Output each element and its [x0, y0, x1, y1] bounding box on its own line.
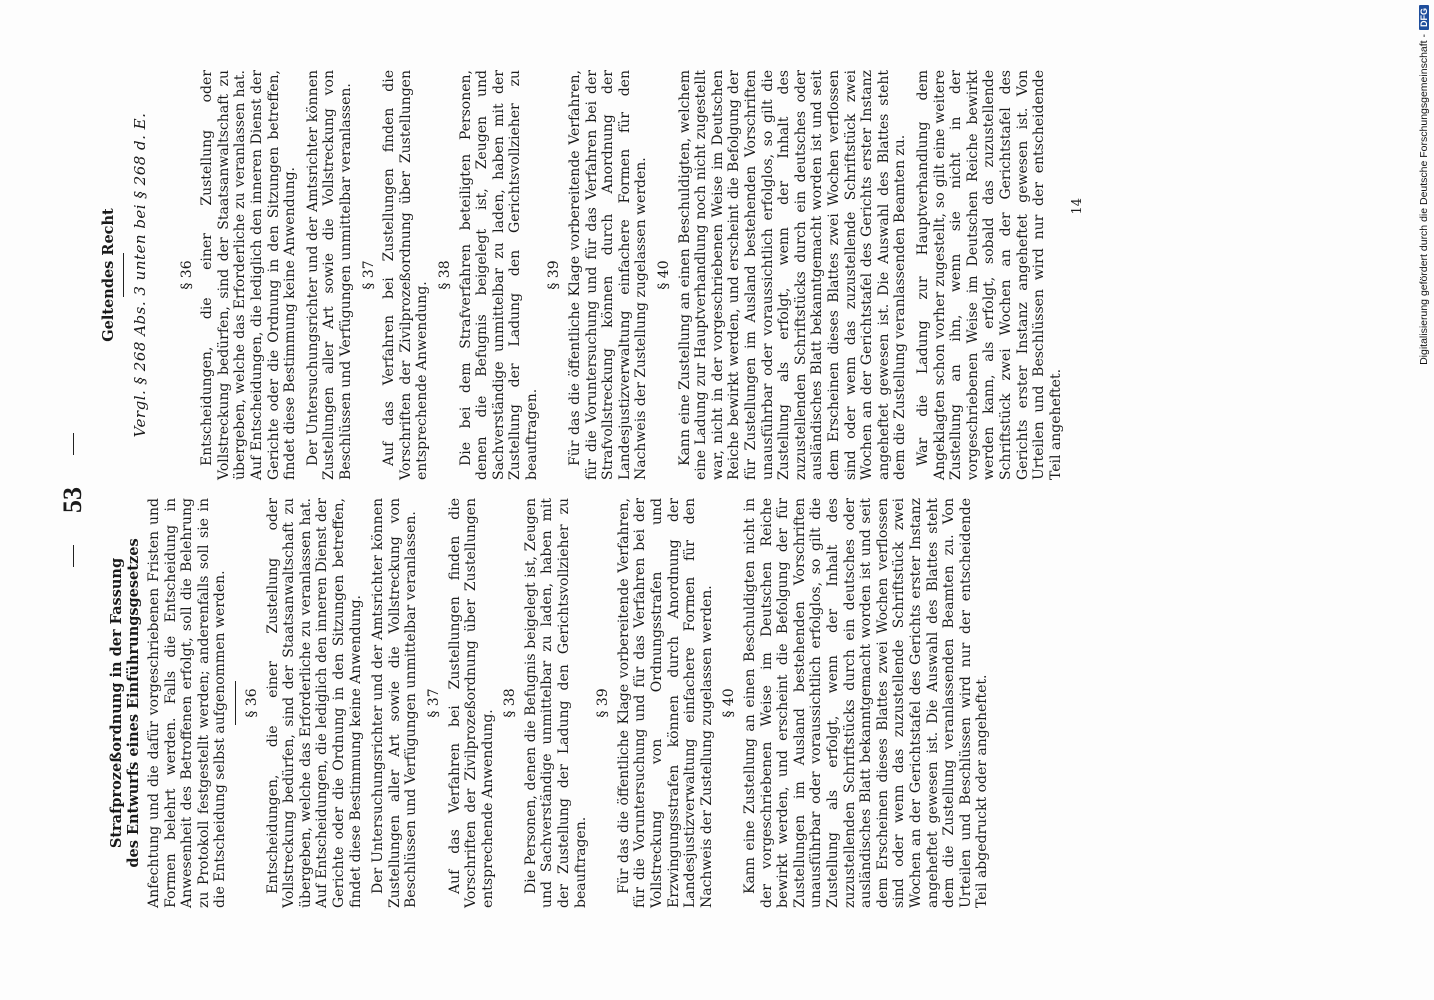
- right-s37-p1: Auf das Verfahren bei Zustellungen finden die Vorschriften der Zivilprozeßordnung über Zustellungen entsprechende Anwendung.: [381, 70, 431, 480]
- right-s39-head: § 39: [546, 260, 563, 290]
- right-s36-p2: Der Untersuchungsrichter und der Amtsrichter können Zustellungen aller Art sowie die Vollstreckung von Beschlüssen und Verfügungen unmittelbar veranlassen.: [304, 70, 354, 480]
- credit-text: Digitalisierung gefördert durch die Deutsche Forschungsgemeinschaft -: [1418, 34, 1430, 365]
- left-title-line1: Strafprozeßordnung in der Fassung: [108, 557, 125, 849]
- right-s38-p1: Die bei dem Strafverfahren beteiligten Personen, denen die Befugnis beigelegt ist, Zeugen und Sachverständige unmittelbar zu laden, haben mit der Zustellung der Ladung den Gerichtsvollzieher zu beauftragen.: [457, 70, 540, 480]
- page-number: 53: [58, 487, 87, 513]
- right-divider: [123, 253, 124, 297]
- left-title-line2: des Entwurfs eines Einführungsgesetzes: [125, 538, 142, 868]
- left-s36-p2: Der Untersuchungsrichter und der Amtsrichter können Zustellungen aller Art sowie die Vollstreckung von Beschlüssen und Verfügungen unmittelbar veranlassen.: [370, 498, 420, 908]
- left-s38-head: § 38: [502, 688, 519, 718]
- right-s40-head: § 40: [656, 260, 673, 290]
- left-divider: [235, 681, 236, 725]
- right-s40-p1: Kann eine Zustellung an einen Beschuldigten, welchem eine Ladung zur Hauptverhandlung noch nicht zugestellt war, nicht in der vorgeschriebenen Weise im Deutschen Reiche bewirkt werden, und erscheint die Befolgung der für Zustellungen im Ausland bestehenden Vorschriften unausführbar oder voraussichtlich erfolglos, so gilt die Zustellung als erfolgt, wenn der Inhalt des zuzustellenden Schriftstücks durch ein deutsches oder ausländisches Blatt bekanntgemacht worden ist und seit dem Erscheinen dieses Blattes zwei Wochen verflossen sind oder wenn das zuzustellende Schriftstück zwei Wochen an der Gerichtstafel des Gerichts erster Instanz angeheftet gewesen ist. Die Auswahl des Blattes steht dem die Zustellung veranlassenden Beamten zu.: [676, 70, 909, 480]
- digitization-credit: [1418, 5, 1432, 995]
- header-dash-right: [73, 433, 74, 455]
- header-dash-left: [73, 545, 74, 567]
- right-s36-p1: Entscheidungen, die einer Zustellung oder Vollstreckung bedürfen, sind der Staatsanwaltschaft zu übergeben, welche das Erforderliche zu veranlassen hat. Auf Entscheidungen, die lediglich den inneren Dienst der Gerichte oder die Ordnung in den Sitzungen betreffen, findet diese Bestimmung keine Anwendung.: [199, 70, 299, 480]
- left-column: [108, 498, 997, 908]
- left-s39-p1: Für das die öffentliche Klage vorbereitende Verfahren, für die Voruntersuchung und für das Verfahren bei der Vollstreckung von Ordnungsstrafen und Erzwingungsstrafen können durch Anordnung der Landesjustizverwaltung einfachere Formen für den Nachweis der Zustellung zugelassen werden.: [615, 498, 715, 908]
- page-header: [58, 0, 98, 1000]
- right-s39-p1: Für das die öffentliche Klage vorbereitende Verfahren, für die Voruntersuchung und für das Verfahren bei der Strafvollstreckung können durch Anordnung der Landesjustizverwaltung einfachere Formen für den Nachweis der Zustellung zugelassen werden.: [567, 70, 650, 480]
- left-s36-head: § 36: [243, 688, 260, 718]
- right-s40-p2: War die Ladung zur Hauptverhandlung dem Angeklagten schon vorher zugestellt, so gilt eine weitere Zustellung an ihn, wenn sie nicht in der vorgeschriebenen Weise im Deutschen Reiche bewirkt werden kann, als erfolgt, sobald das zuzustellende Schriftstück zwei Wochen an der Gerichtstafel des Gerichts erster Instanz angeheftet gewesen ist. Von Urteilen und Beschlüssen wird nur der entscheidende Teil angeheftet.: [914, 70, 1064, 480]
- left-s36-p1: Entscheidungen, die einer Zustellung oder Vollstreckung bedürfen, sind der Staatsanwaltschaft zu übergeben, welche das Erforderliche zu veranlassen hat. Auf Entscheidungen, die lediglich den inneren Dienst der Gerichte oder die Ordnung in den Sitzungen betreffen, findet diese Bestimmung keine Anwendung.: [264, 498, 364, 908]
- left-s37-p1: Auf das Verfahren bei Zustellungen finden die Vorschriften der Zivilprozeßordnung über Zustellungen entsprechende Anwendung.: [446, 498, 496, 908]
- right-column: [100, 70, 1087, 480]
- right-column-title: Geltendes Recht: [100, 208, 117, 342]
- right-s37-head: § 37: [360, 260, 377, 290]
- bottom-page-number: 14: [1070, 198, 1086, 215]
- left-s40-head: § 40: [721, 688, 738, 718]
- left-s38-p1: Die Personen, denen die Befugnis beigelegt ist, Zeugen und Sachverständige unmittelbar zu laden, haben mit der Zustellung der Ladung den Gerichtsvollzieher zu beauftragen.: [522, 498, 589, 908]
- left-s37-head: § 37: [425, 688, 442, 718]
- right-s38-head: § 38: [436, 260, 453, 290]
- left-column-title: [108, 498, 142, 908]
- right-s36-head: § 36: [178, 260, 195, 290]
- dfg-logo: DFG: [1419, 5, 1429, 30]
- left-s40-p1: Kann eine Zustellung an einen Beschuldigten nicht in der vorgeschriebenen Weise im Deutschen Reiche bewirkt werden, und erscheint die Befolgung der für Zustellungen im Ausland bestehenden Vorschriften unausführbar oder voraussichtlich erfolglos, so gilt die Zustellung als erfolgt, wenn der Inhalt des zuzustellenden Schriftstücks durch ein deutsches oder ausländisches Blatt bekanntgemacht worden ist und seit dem Erscheinen dieses Blattes zwei Wochen verflossen sind oder wenn das zuzustellende Schriftstück zwei Wochen an der Gerichtstafel des Gerichts erster Instanz angeheftet gewesen ist. Die Auswahl des Blattes steht dem die Zustellung veranlassenden Beamten zu. Von Urteilen und Beschlüssen wird nur der entscheidende Teil abgedruckt oder angeheftet.: [742, 498, 991, 908]
- right-vergl-note: Vergl. § 268 Abs. 3 unten bei § 268 d. E.: [131, 112, 149, 438]
- left-intro: Anfechtung und die dafür vorgeschriebenen Fristen und Formen belehrt werden. Falls die Entscheidung in Anwesenheit des Betroffenen erfolgt, soll die Belehrung zu Protokoll festgestellt werden; anderenfalls soll sie in die Entscheidung selbst aufgenommen werden.: [146, 498, 229, 908]
- left-s39-head: § 39: [595, 688, 612, 718]
